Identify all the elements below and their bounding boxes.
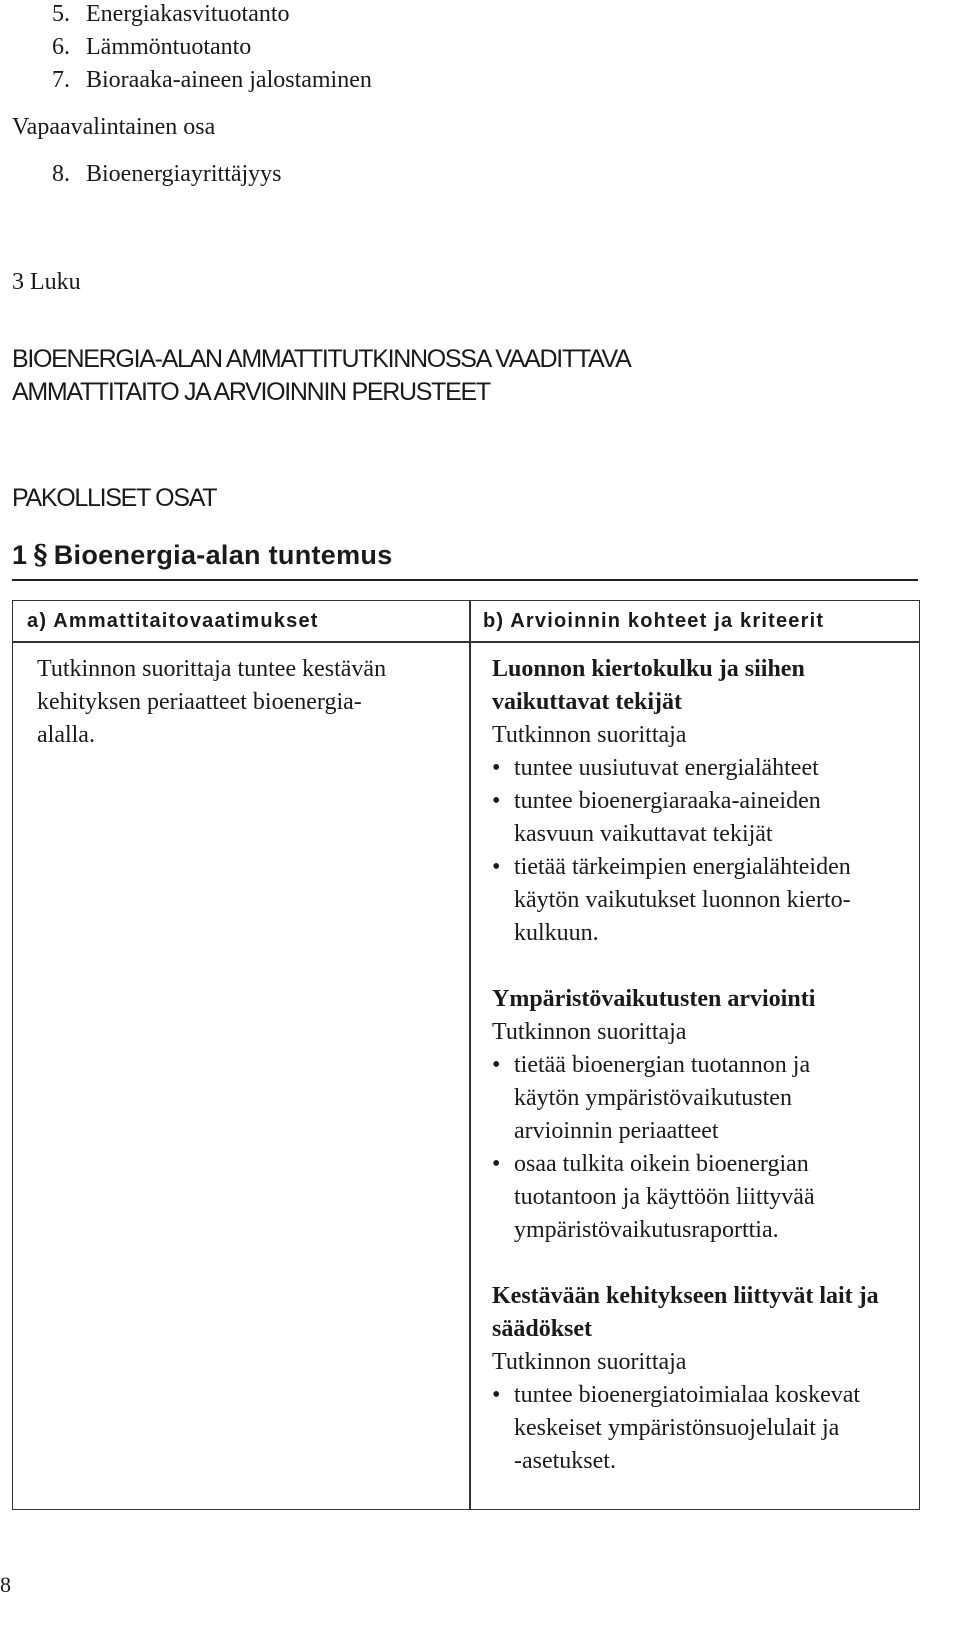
- chapter-title-line: AMMATTITAITO JA ARVIOINNIN PERUSTEET: [12, 378, 490, 406]
- list-item: [52, 0, 372, 33]
- criterion-title: [492, 983, 912, 1016]
- sub-heading-title: Bioenergia-alan tuntemus: [53, 540, 393, 570]
- optional-module-list: [52, 160, 282, 193]
- bullet-line: -asetukset.: [514, 1448, 616, 1474]
- criteria-column: [492, 653, 912, 1511]
- item-text: Bioenergiayrittäjyys: [86, 161, 282, 187]
- page-number: 8: [0, 1572, 11, 1597]
- bullet-line: • tuntee bioenergiaraaka-aineiden: [514, 788, 821, 814]
- criterion-title: [492, 653, 912, 719]
- title-line: Luonnon kiertokulku ja siihen: [492, 656, 805, 682]
- title-line: Kestävään kehitykseen liittyvät lait ja: [492, 1283, 879, 1309]
- item-text: Lämmöntuotanto: [86, 34, 252, 60]
- criterion-block: [492, 653, 912, 950]
- criterion-intro: Tutkinnon suorittaja: [492, 1349, 687, 1375]
- sub-heading: [12, 539, 393, 572]
- bullet-item: [492, 1379, 912, 1478]
- bullet-line: arvioinnin periaatteet: [514, 1118, 719, 1144]
- criterion-intro: Tutkinnon suorittaja: [492, 722, 687, 748]
- sub-heading-number: 1: [12, 540, 28, 570]
- bullet-line: käytön ympäristövaikutusten: [514, 1085, 792, 1111]
- bullet-line: • tietää tärkeimpien energialähteiden: [514, 854, 851, 880]
- bullet-line: keskeiset ympäristönsuojelulait ja: [514, 1415, 840, 1441]
- bullet-line: kulkuun.: [514, 920, 599, 946]
- list-item: [52, 33, 372, 66]
- criterion-block: [492, 983, 912, 1247]
- item-number: 5.: [52, 1, 70, 27]
- bullet-item: [492, 1148, 912, 1247]
- list-item: [52, 160, 282, 193]
- title-line: Ympäristövaikutusten arviointi: [492, 986, 816, 1012]
- bullet-line: käytön vaikutukset luonnon kierto-: [514, 887, 851, 913]
- criterion-title: [492, 1280, 912, 1346]
- text-line: kehityksen periaatteet bioenergia-: [37, 689, 362, 715]
- column-header-requirements: a) Ammattitaitovaatimukset: [27, 610, 319, 632]
- chapter-label: 3 Luku: [12, 269, 81, 295]
- text-line: alalla.: [37, 722, 95, 748]
- chapter-title-line: BIOENERGIA-ALAN AMMATTITUTKINNOSSA VAADITTAVA: [12, 345, 631, 373]
- bullet-line: kasvuun vaikuttavat tekijät: [514, 821, 773, 847]
- list-item: [52, 66, 372, 99]
- bullet-item: [492, 1049, 912, 1148]
- item-number: 7.: [52, 67, 70, 93]
- item-text: Energiakasvituotanto: [86, 1, 290, 27]
- section-label: PAKOLLISET OSAT: [12, 484, 217, 512]
- bullet-line: • osaa tulkita oikein bioenergian: [514, 1151, 809, 1177]
- criterion-block: [492, 1280, 912, 1478]
- item-text: Bioraaka-aineen jalostaminen: [86, 67, 372, 93]
- title-line: vaikuttavat tekijät: [492, 689, 682, 715]
- chapter-title: [12, 343, 912, 409]
- column-header-criteria: b) Arvioinnin kohteet ja kriteerit: [483, 610, 825, 632]
- column-divider: [469, 601, 471, 1509]
- bullet-line: • tuntee uusiutuvat energialähteet: [514, 755, 819, 781]
- requirements-table: [12, 600, 920, 1510]
- bullet-line: • tietää bioenergian tuotannon ja: [514, 1052, 811, 1078]
- title-line: säädökset: [492, 1316, 593, 1342]
- module-list: [52, 0, 372, 99]
- optional-section-heading: Vapaavalintainen osa: [12, 114, 216, 140]
- heading-rule: [12, 579, 918, 581]
- item-number: 6.: [52, 34, 70, 60]
- bullet-item: [492, 752, 912, 785]
- bullet-line: • tuntee bioenergiatoimialaa koskevat: [514, 1382, 861, 1408]
- item-number: 8.: [52, 161, 70, 187]
- bullet-item: [492, 851, 912, 950]
- criterion-intro: Tutkinnon suorittaja: [492, 1019, 687, 1045]
- requirements-text: [37, 653, 457, 752]
- header-divider: [13, 641, 919, 643]
- bullet-item: [492, 785, 912, 851]
- bullet-line: ympäristövaikutusraporttia.: [514, 1217, 779, 1243]
- bullet-line: tuotantoon ja käyttöön liittyvää: [514, 1184, 815, 1210]
- section-symbol: §: [33, 540, 48, 571]
- text-line: Tutkinnon suorittaja tuntee kestävän: [37, 656, 387, 682]
